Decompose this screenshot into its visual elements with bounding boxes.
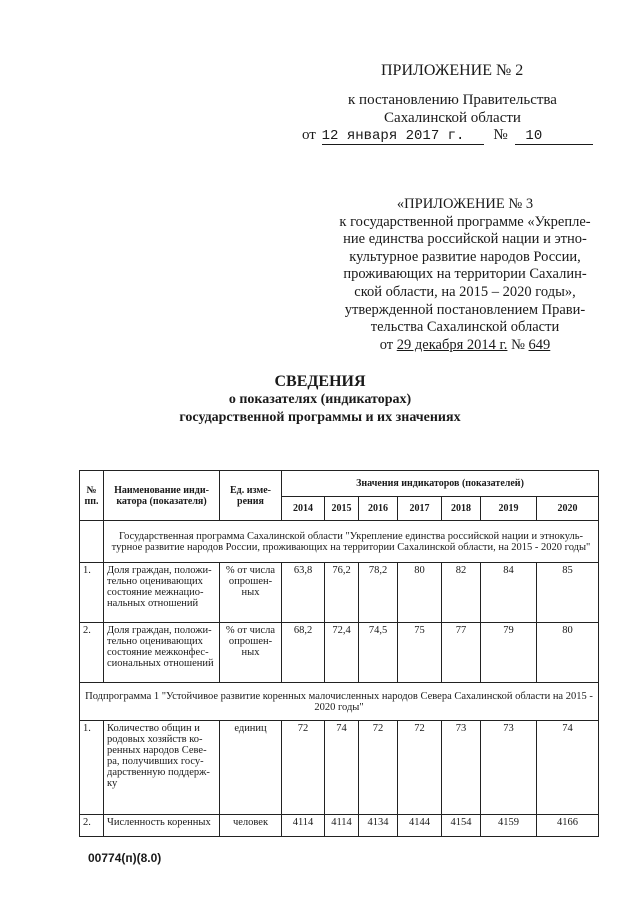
value-cell: 4144 [398,815,442,837]
annex3-line: «ПРИЛОЖЕНИЕ № 3 [396,196,534,212]
table-row [80,721,599,815]
section-subprogram-title: Подпрограмма 1 "Устойчивое развитие коренных малочисленных народов Севера Сахалинской области на 2015 - 2020 годы" [80,683,599,721]
section-row [80,521,599,563]
value-cell: 73 [481,721,537,815]
annex3-number: 649 [528,336,551,353]
annex2-no-sign: № [493,127,508,143]
value-cell: 72 [359,721,398,815]
annex2-title: ПРИЛОЖЕНИЕ № 2 [381,62,524,79]
value-cell: 80 [398,563,442,623]
value-cell: 74 [325,721,359,815]
annex3-line: к государственной программе «Укрепле- [339,213,591,230]
section-program-title: Государственная программа Сахалинской области "Укрепление единства российской нации и этнокуль-турное развитие народов России, проживающих на территории Сахалинской области, на 2015 - 2020 годы" [104,521,599,563]
header-values: Значения индикаторов (показателей) [282,471,599,497]
value-cell: 68,2 [282,623,325,683]
value-cell: 63,8 [282,563,325,623]
table-row [80,563,599,623]
value-cell: 72,4 [325,623,359,683]
annex3-line: ской области, на 2015 – 2020 годы», [354,283,576,300]
year-cell: 2019 [481,497,537,521]
header-unit: Ед. изме-рения [220,471,282,521]
year-cell: 2020 [537,497,599,521]
annex2-date-line [302,127,593,145]
annex3-date: 29 декабря 2014 г. [396,336,508,353]
header-name: Наименование инди-катора (показателя) [104,471,220,521]
page-subtitle-1: о показателях (индикаторах) [228,392,412,407]
annex3-line: утвержденной постановлением Прави- [344,301,586,318]
section-row [80,683,599,721]
annex3-line: проживающих на территории Сахалин- [343,266,587,283]
annex3-ot: от [379,336,394,353]
row-name: Численность коренных [104,815,220,837]
row-name: Доля граждан, положи-тельно оценивающих состояние межконфес-сиональных отношений [104,623,220,683]
year-cell: 2015 [325,497,359,521]
row-unit: человек [220,815,282,837]
value-cell: 73 [442,721,481,815]
value-cell: 76,2 [325,563,359,623]
annex3-line: ние единства российской нации и этно- [343,231,587,248]
value-cell: 77 [442,623,481,683]
row-num: 1. [80,721,104,815]
value-cell: 85 [537,563,599,623]
annex2-date: 12 января 2017 г. [322,128,484,145]
annex3-block [335,196,595,354]
page-subtitle-2: государственной программы и их значениях [179,410,461,425]
value-cell: 79 [481,623,537,683]
row-num: 1. [80,563,104,623]
value-cell: 80 [537,623,599,683]
value-cell: 4159 [481,815,537,837]
annex3-line: тельства Сахалинской области [370,319,560,336]
value-cell: 74 [537,721,599,815]
page-title: СВЕДЕНИЯ [274,373,366,390]
row-unit: единиц [220,721,282,815]
row-num: 2. [80,623,104,683]
table-row [80,623,599,683]
header-num: № пп. [80,471,104,521]
value-cell: 4114 [325,815,359,837]
value-cell: 72 [282,721,325,815]
year-cell: 2018 [442,497,481,521]
annex2-ot: от [302,127,316,143]
year-cell: 2016 [359,497,398,521]
row-name: Доля граждан, положи-тельно оценивающих состояние межнацио-нальных отношений [104,563,220,623]
annex3-no-sign: № [511,336,525,353]
footer-form-code: 00774(п)(8.0) [88,851,162,865]
value-cell: 75 [398,623,442,683]
value-cell: 4134 [359,815,398,837]
annex3-line: культурное развитие народов России, [349,248,581,265]
row-name: Количество общин и родовых хозяйств ко-ренных народов Севе-ра, получивших госу-дарственную поддерж-ку [104,721,220,815]
table-row [80,815,599,837]
annex2-number: 10 [515,128,593,145]
table-header-row [80,471,599,497]
value-cell: 74,5 [359,623,398,683]
year-cell: 2017 [398,497,442,521]
value-cell: 4114 [282,815,325,837]
row-unit: % от числа опрошен-ных [220,623,282,683]
value-cell: 84 [481,563,537,623]
value-cell: 82 [442,563,481,623]
value-cell: 4154 [442,815,481,837]
value-cell: 78,2 [359,563,398,623]
value-cell: 4166 [537,815,599,837]
row-unit: % от числа опрошен-ных [220,563,282,623]
empty-cell [80,521,104,563]
annex2-line1: к постановлению Правительства [348,92,557,108]
year-cell: 2014 [282,497,325,521]
annex3-date-line [335,337,595,355]
indicators-table [79,470,599,837]
annex2-line2: Сахалинской области [384,110,521,126]
row-num: 2. [80,815,104,837]
value-cell: 72 [398,721,442,815]
